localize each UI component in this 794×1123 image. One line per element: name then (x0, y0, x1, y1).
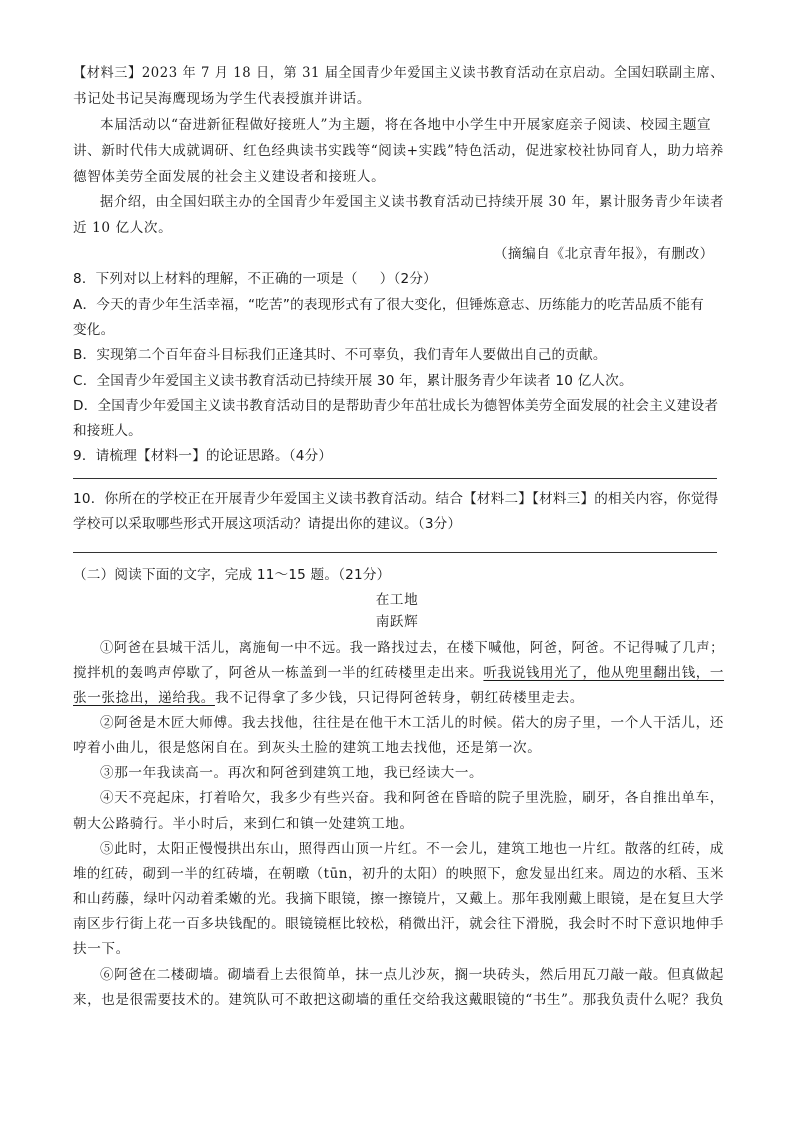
question-8-option-d-line2: 和接班人。 (73, 423, 142, 439)
story-para5-line2: 堆的红砖，砌到一半的红砖墙，在朝暾（tūn，初升的太阳）的映照下，愈发显出红来。周边的水稻、玉米 (73, 866, 725, 882)
question-8-option-b: B．实现第二个百年奋斗目标我们正逢其时、不可辜负，我们青年人要做出自己的贡献。 (73, 347, 607, 363)
question-8-option-d-line1: D．全国青少年爱国主义读书教育活动目的是帮助青少年茁壮成长为德智体美劳全面发展的社会主义建设者 (73, 398, 719, 414)
question-10-answer-line[interactable] (73, 552, 717, 553)
story-para1-line3 (73, 689, 584, 707)
story-para1-line2-plain: 搅拌机的轰鸣声停歇了，阿爸从一栋盖到一半的红砖楼里走出来。 (73, 665, 484, 681)
material3-para3-line1: 据介绍，由全国妇联主办的全国青少年爱国主义读书教育活动已持续开展 30 年，累计服务青少年读者 (100, 194, 724, 210)
story-para1-line3-plain: 我不记得拿了多少钱，只记得阿爸转身，朝红砖楼里走去。 (214, 690, 584, 706)
question-10-line2: 学校可以采取哪些形式开展这项活动？请提出你的建议。（3分） (73, 516, 462, 532)
story-para1-underlined-sentence-end: 张一张捻出，递给我。 (73, 690, 215, 706)
section-2-heading: （二）阅读下面的文字，完成 11～15 题。（21分） (73, 567, 391, 583)
story-author: 南跃辉 (375, 614, 419, 630)
story-para4-line2: 朝大公路骑行。半小时后，来到仁和镇一处建筑工地。 (73, 816, 414, 832)
story-para2-line2: 哼着小曲儿，很是悠闲自在。到灰头土脸的建筑工地去找他，还是第一次。 (73, 740, 542, 756)
story-title: 在工地 (375, 592, 419, 608)
material3-para1-line1: 【材料三】2023 年 7 月 18 日，第 31 届全国青少年爱国主义读书教育活动在京启动。全国妇联副主席、 (73, 65, 724, 81)
story-para3: ③那一年我读高一。再次和阿爸到建筑工地，我已经读大一。 (100, 765, 484, 781)
material3-para1-line2: 书记处书记吴海鹰现场为学生代表授旗并讲话。 (73, 91, 372, 107)
question-9-answer-line[interactable] (73, 478, 717, 479)
material3-para3-line2: 近 10 亿人次。 (73, 220, 173, 236)
material3-para2-line2: 讲、新时代伟大成就调研、红色经典读书实践等“阅读+实践”特色活动，促进家校社协同育人，助力培养 (73, 143, 724, 159)
story-para1-underlined-sentence: 听我说钱用光了，他从兜里翻出钱，一 (483, 665, 725, 681)
question-8-option-a-line2: 变化。 (73, 322, 115, 338)
story-para5-line3: 和山药藤，绿叶闪动着柔嫩的光。我摘下眼镜，擦一擦镜片，又戴上。那年我刚戴上眼镜，是在复旦大学 (73, 891, 725, 907)
material3-para2-line1: 本届活动以“奋进新征程做好接班人”为主题，将在各地中小学生中开展家庭亲子阅读、校园主题宣 (100, 117, 712, 133)
story-para5-line4: 南区步行街上花一百多块钱配的。眼镜镜框比较松，稍微出汗，就会往下滑脱，我会时不时下意识地伸手 (73, 916, 725, 932)
story-para4-line1: ④天不亮起床，打着哈欠，我多少有些兴奋。我和阿爸在昏暗的院子里洗脸，刷牙，各自推出单车， (100, 790, 724, 806)
story-para1-line2 (73, 664, 724, 682)
question-8-stem-part2: ）（2分） (379, 271, 437, 287)
story-para5-line1: ⑤此时，太阳正慢慢拱出东山，照得西山顶一片红。不一会儿，建筑工地也一片红。散落的红砖，成 (100, 841, 724, 857)
question-8-option-c: C．全国青少年爱国主义读书教育活动已持续开展 30 年，累计服务青少年读者 10 亿人次。 (73, 373, 633, 389)
story-para1-line1: ①阿爸在县城干活儿，离施甸一中不远。我一路找过去，在楼下喊他，阿爸，阿爸。不记得喊了几声； (100, 640, 725, 656)
question-10-line1: 10．你所在的学校正在开展青少年爱国主义读书教育活动。结合【材料二】【材料三】的相关内容，你觉得 (73, 491, 719, 507)
story-para6-line1: ⑥阿爸在二楼砌墙。砌墙看上去很简单，抹一点儿沙灰，搁一块砖头，然后用瓦刀敲一敲。但真做起 (100, 967, 724, 983)
material3-para2-line3: 德智体美劳全面发展的社会主义建设者和接班人。 (73, 169, 386, 185)
story-para2-line1: ②阿爸是木匠大师傅。我去找他，往往是在他干木工活儿的时候。偌大的房子里，一个人干活儿，还 (100, 715, 724, 731)
material3-source: （摘编自《北京青年报》，有删改） (493, 246, 714, 262)
story-para5-line5: 扶一下。 (73, 941, 130, 957)
question-9: 9．请梳理【材料一】的论证思路。（4分） (73, 448, 333, 464)
question-8-stem (73, 270, 437, 288)
story-para6-line2: 来，也是很需要技术的。建筑队可不敢把这砌墙的重任交给我这戴眼镜的“书生”。那我负责什么呢？我负 (73, 992, 725, 1008)
question-8-stem-part1: 8．下列对以上材料的理解，不正确的一项是（ (73, 271, 358, 287)
question-8-option-a-line1: A．今天的青少年生活幸福，“吃苦”的表现形式有了很大变化，但锤炼意志、历练能力的吃苦品质不能有 (73, 297, 704, 313)
